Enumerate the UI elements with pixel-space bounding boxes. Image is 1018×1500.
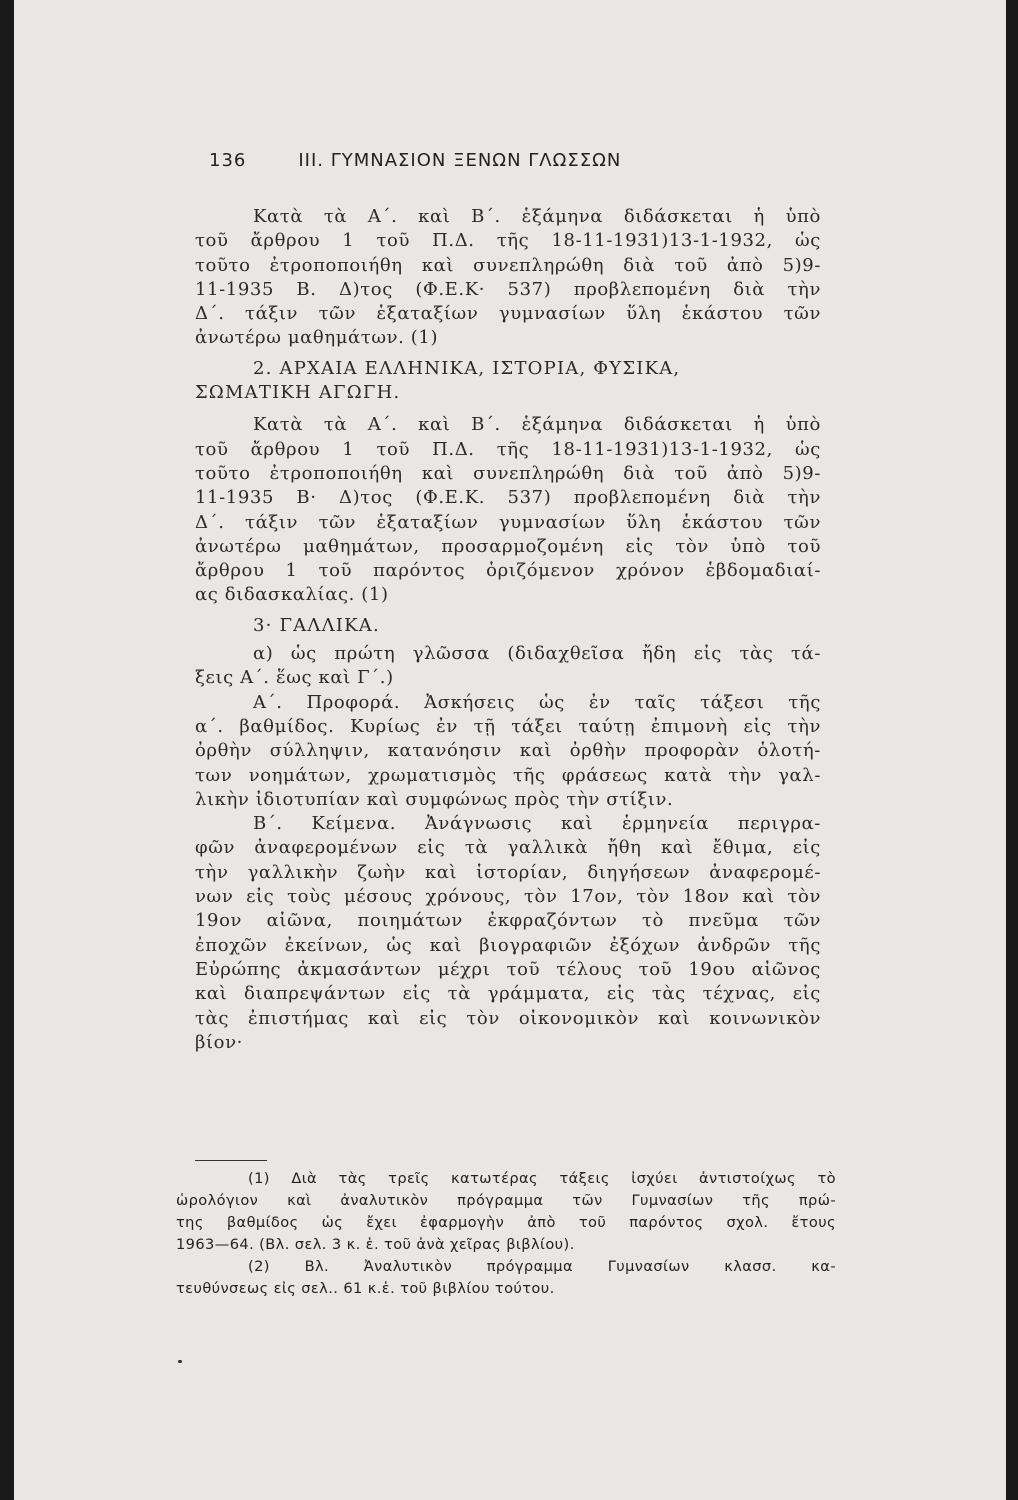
paragraph-1 <box>195 205 821 351</box>
footnote-line: τευθύνσεως εἰς σελ.. 61 κ.ἑ. τοῦ βιβλίου τούτου. <box>176 1280 555 1297</box>
footnote-line: (2) Βλ. Ἀναλυτικὸν πρόγραμμα Γυμνασίων κλασσ. κα- <box>248 1258 836 1275</box>
text-line: καὶ διαπρεψάντων εἰς τὰ γράμματα, εἰς τὰς τέχνας, εἰς <box>195 983 821 1005</box>
footnote-1 <box>176 1168 836 1256</box>
text-line: ξεις Α΄. ἕως καὶ Γ΄.) <box>195 667 394 689</box>
section-heading-3 <box>195 614 821 638</box>
footnote-line: της βαθμίδος ὡς ἔχει ἐφαρμογὴν ἀπὸ τοῦ παρόντος σχολ. ἔτους <box>176 1214 836 1231</box>
text-line: Β΄. Κείμενα. Ἀνάγνωσις καὶ ἑρμηνεία περιγρα- <box>253 813 821 835</box>
text-line: ἐποχῶν ἐκείνων, ὡς καὶ βιογραφιῶν ἐξόχων ἀνδρῶν τῆς <box>195 934 821 956</box>
text-line: ἀνωτέρω μαθημάτων, προσαρμοζομένη εἰς τὸν ὑπὸ τοῦ <box>195 535 821 557</box>
paragraph-2 <box>195 413 821 607</box>
heading-line: 2. ΑΡΧΑΙΑ ΕΛΛΗΝΙΚΑ, ΙΣΤΟΡΙΑ, ΦΥΣΙΚΑ, <box>253 357 681 379</box>
text-line: Κατὰ τὰ Α΄. καὶ Β΄. ἑξάμηνα διδάσκεται ἡ ὑπὸ <box>253 414 821 436</box>
text-line: βίον· <box>195 1031 243 1053</box>
footnotes <box>176 1168 836 1300</box>
text-line: 19ον αἰῶνα, ποιημάτων ἐκφραζόντων τὸ πνεῦμα τῶν <box>195 910 821 932</box>
text-line: ὀρθὴν σύλληψιν, κατανόησιν καὶ ὀρθὴν προφορὰν ὁλοτή- <box>195 740 821 762</box>
text-line: τὰς ἐπιστήμας καὶ εἰς τὸν οἰκονομικὸν καὶ κοινωνικὸν <box>195 1007 821 1029</box>
text-line: 11-1935 Β· Δ)τος (Φ.Ε.Κ. 537) προβλεπομένη διὰ τὴν <box>195 487 821 509</box>
footnote-rule <box>195 1160 267 1161</box>
text-line: α) ὡς πρώτη γλῶσσα (διδαχθεῖσα ἤδη εἰς τὰς τά- <box>253 643 821 665</box>
text-line: 11-1935 Β. Δ)τος (Φ.Ε.Κ· 537) προβλεπομένη διὰ τὴν <box>195 278 821 300</box>
main-text <box>195 205 821 1055</box>
footnote-2 <box>176 1256 836 1300</box>
paragraph-4 <box>195 691 821 812</box>
text-line: τοῦ ἄρθρου 1 τοῦ Π.Δ. τῆς 18-11-1931)13-1-1932, ὡς <box>195 230 821 252</box>
text-line: α΄. βαθμίδος. Κυρίως ἐν τῇ τάξει ταύτῃ ἐπιμονὴ εἰς τὴν <box>195 715 821 737</box>
text-line: ας διδασκαλίας. (1) <box>195 584 389 606</box>
running-title: ΙΙΙ. ΓΥΜΝΑΣΙΟΝ ΞΕΝΩΝ ΓΛΩΣΣΩΝ <box>298 150 622 171</box>
section-heading-2 <box>195 357 821 406</box>
text-line: των νοημάτων, χρωματισμὸς τῆς φράσεως κατὰ τὴν γαλ- <box>195 764 821 786</box>
text-line: ἄρθρου 1 τοῦ παρόντος ὁριζόμενον χρόνον ἑβδομαδιαί- <box>195 560 821 582</box>
paragraph-5 <box>195 812 821 1055</box>
footnote-line: (1) Διὰ τὰς τρεῖς κατωτέρας τάξεις ἰσχύει ἀντιστοίχως τὸ <box>248 1170 836 1187</box>
text-line: νων εἰς τοὺς μέσους χρόνους, τὸν 17ον, τὸν 18ον καὶ τὸν <box>195 886 821 908</box>
text-line: Εὐρώπης ἀκμασάντων μέχρι τοῦ τέλους τοῦ 19ου αἰῶνος <box>195 958 821 980</box>
text-line: τοῦτο ἐτροποποιήθη καὶ συνεπληρώθη διὰ τοῦ ἀπὸ 5)9- <box>195 254 821 276</box>
text-line: φῶν ἀναφερομένων εἰς τὰ γαλλικὰ ἤθη καὶ ἔθιμα, εἰς <box>195 837 821 859</box>
text-line: λικὴν ἰδιοτυπίαν καὶ συμφώνως πρὸς τὴν στίξιν. <box>195 788 674 810</box>
text-line: τοῦ ἄρθρου 1 τοῦ Π.Δ. τῆς 18-11-1931)13-1-1932, ὡς <box>195 438 821 460</box>
paragraph-3 <box>195 642 821 691</box>
text-line: Κατὰ τὰ Α΄. καὶ Β΄. ἑξάμηνα διδάσκεται ἡ ὑπὸ <box>253 206 821 227</box>
footnote-line: ὡρολόγιον καὶ ἀναλυτικὸν πρόγραμμα τῶν Γυμνασίων τῆς πρώ- <box>176 1192 836 1209</box>
text-line: Δ΄. τάξιν τῶν ἑξαταξίων γυμνασίων ὕλη ἑκάστου τῶν <box>195 303 821 325</box>
heading-line: ΣΩΜΑΤΙΚΗ ΑΓΩΓΗ. <box>195 382 401 404</box>
footnote-line: 1963—64. (Βλ. σελ. 3 κ. ἑ. τοῦ ἀνὰ χεῖρας βιβλίου). <box>176 1236 575 1253</box>
text-line: ἀνωτέρω μαθημάτων. (1) <box>195 327 439 349</box>
text-line: Δ΄. τάξιν τῶν ἑξαταξίων γυμνασίων ὕλη ἑκάστου τῶν <box>195 511 821 533</box>
text-line: τοῦτο ἐτροποποιήθη καὶ συνεπληρώθη διὰ τοῦ ἀπὸ 5)9- <box>195 462 821 484</box>
ink-speck <box>178 1360 182 1363</box>
running-header <box>209 150 621 171</box>
page-number: 136 <box>209 150 247 171</box>
text-line: τὴν γαλλικὴν ζωὴν καὶ ἱστορίαν, διηγήσεων ἀναφερομέ- <box>195 861 821 883</box>
heading-line: 3· ΓΑΛΛΙΚΑ. <box>253 614 380 636</box>
text-line: Α΄. Προφορά. Ἀσκήσεις ὡς ἐν ταῖς τάξεσι τῆς <box>253 691 821 713</box>
